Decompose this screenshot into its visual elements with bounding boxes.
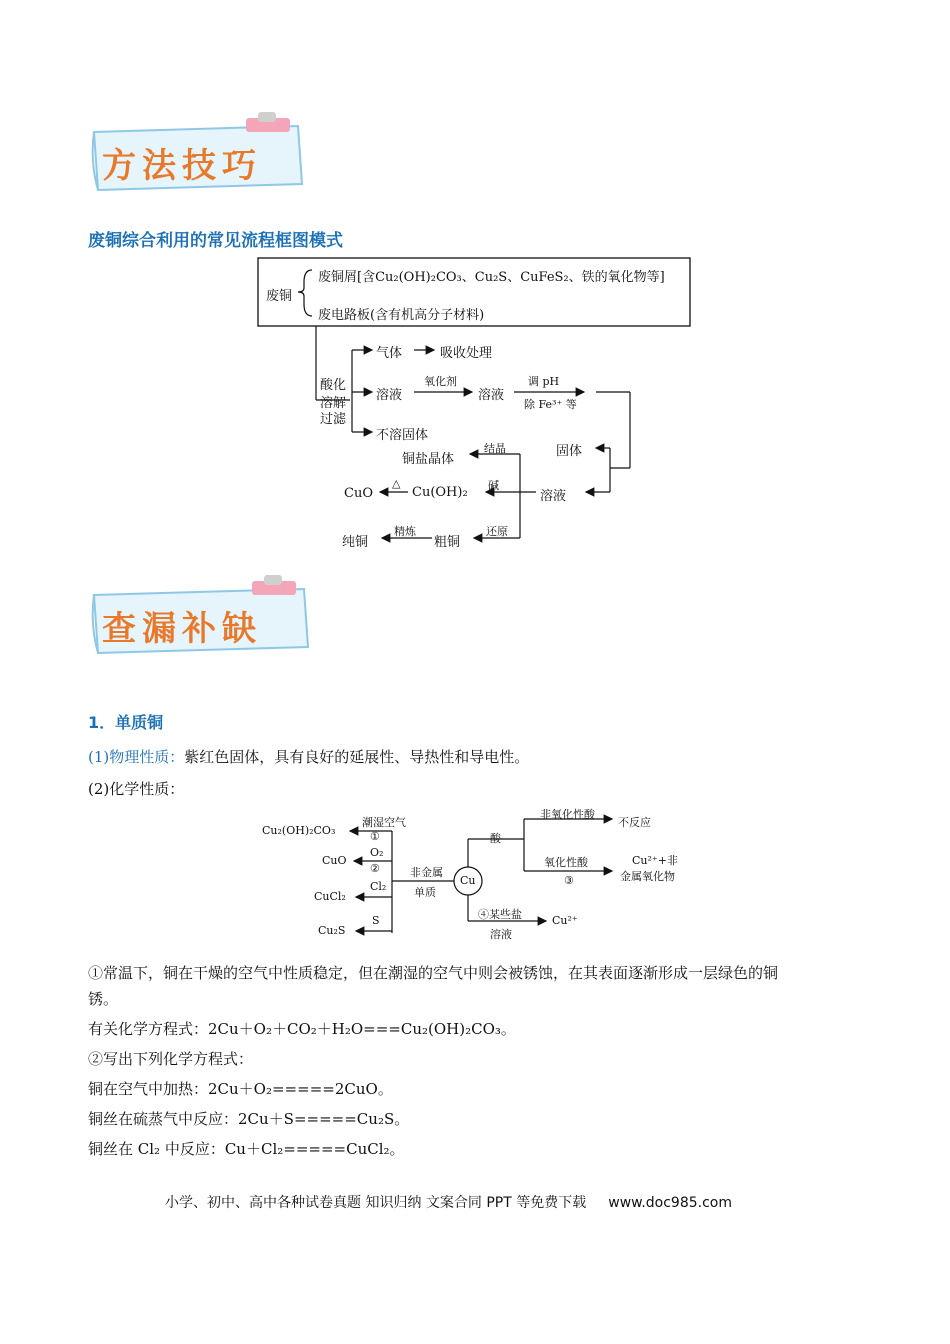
product-metal-oxide: 金属氧化物: [620, 870, 675, 883]
flow-source-line1: 废铜屑[含Cu₂(OH)₂CO₃、Cu₂S、CuFeS₂、铁的氧化物等]: [318, 270, 665, 285]
text-line-1: ①常温下，铜在干燥的空气中性质稳定，但在潮湿的空气中则会被锈蚀，在其表面逐渐形成一层绿色的铜: [88, 964, 779, 982]
footer-url[interactable]: www.doc985.com: [608, 1195, 732, 1211]
text-line-6: 铜丝在 Cl₂ 中反应：Cu＋Cl₂=====CuCl₂。: [88, 1140, 405, 1158]
flow-gas-treatment: 吸收处理: [440, 346, 493, 361]
physical-label: (1)物理性质：: [88, 748, 185, 766]
flow-remove-fe: 除 Fe³⁺ 等: [524, 398, 577, 411]
flow-crystallize: 结晶: [484, 442, 506, 455]
flow-reduce: 还原: [486, 525, 508, 538]
flow-adjust-ph: 调 pH: [528, 375, 560, 388]
waste-copper-flow-diagram: [250, 252, 700, 552]
certain-salts: ④某些盐: [478, 908, 522, 921]
physical-properties: [88, 746, 529, 767]
flow-refine: 精炼: [394, 525, 416, 538]
banner-title: 方法技巧: [102, 146, 262, 186]
product-cucl2: CuCl₂: [314, 890, 346, 903]
flow-step-dissolve: 溶解: [320, 396, 347, 411]
salt-solution: 溶液: [490, 928, 512, 941]
non-oxidizing-acid: 非氧化性酸: [540, 808, 595, 821]
product-cu2plus: Cu²⁺: [552, 914, 578, 927]
text-line-1b: 锈。: [88, 990, 119, 1008]
reagent-moist-air: 潮湿空气: [362, 816, 406, 829]
text-line-2: 有关化学方程式：2Cu＋O₂＋CO₂＋H₂O===Cu₂(OH)₂CO₃。: [88, 1020, 516, 1038]
section-heading: 1．单质铜: [88, 713, 164, 732]
reagent-s: S: [372, 914, 380, 927]
banner-title: 查漏补缺: [102, 609, 262, 649]
product-cu2plus-nonmetal: Cu²⁺+非: [632, 854, 678, 867]
flow-cuo: CuO: [344, 486, 373, 501]
no-reaction: 不反应: [618, 816, 651, 829]
text-line-3: ②写出下列化学方程式：: [88, 1050, 254, 1068]
flow-base: 碱: [488, 479, 499, 492]
flow-oxidant: 氧化剂: [424, 375, 457, 388]
product-cuo: CuO: [322, 854, 347, 867]
flow-gas: 气体: [376, 346, 403, 361]
flow-insoluble-solid: 不溶固体: [376, 428, 429, 443]
flow-solution-3: 溶液: [540, 489, 567, 504]
flow-heat: △: [392, 477, 401, 490]
acid-label: 酸: [490, 832, 501, 845]
flow-crude-copper: 粗铜: [434, 535, 461, 550]
text-line-5: 铜丝在硫蒸气中反应：2Cu＋S=====Cu₂S。: [88, 1110, 410, 1128]
flow-step-filter: 过滤: [320, 412, 347, 427]
nonmetal-label: 非金属: [410, 866, 443, 879]
reaction-number-3: ③: [564, 874, 574, 887]
flow-solution-2: 溶液: [478, 388, 505, 403]
page-footer: [165, 1192, 732, 1212]
physical-text: 紫红色固体，具有良好的延展性、导热性和导电性。: [184, 748, 530, 766]
flow-solid: 固体: [556, 444, 583, 459]
element-label: 单质: [414, 886, 436, 899]
product-cu2s: Cu₂S: [318, 924, 346, 937]
chemical-label: (2)化学性质：: [88, 780, 185, 798]
section-banner-methods: [88, 112, 328, 202]
product-basic-copper-carbonate: Cu₂(OH)₂CO₃: [262, 824, 336, 837]
flow-source-line2: 废电路板(含有机高分子材料): [318, 308, 485, 323]
reagent-cl2: Cl₂: [370, 880, 387, 893]
flow-subtitle: 废铜综合利用的常见流程框图模式: [88, 231, 343, 251]
flow-solution-1: 溶液: [376, 388, 403, 403]
footer-text: 小学、初中、高中各种试卷真题 知识归纳 文案合同 PPT 等免费下载: [165, 1195, 587, 1211]
reaction-number-2: ②: [370, 862, 380, 875]
section-banner-review: [88, 575, 328, 665]
reaction-number-1: ①: [370, 830, 380, 843]
flow-copper-salt-crystal: 铜盐晶体: [402, 452, 455, 467]
flow-step-acidify: 酸化: [320, 378, 347, 393]
flow-pure-copper: 纯铜: [342, 535, 369, 550]
copper-center: Cu: [460, 874, 476, 887]
text-line-4: 铜在空气中加热：2Cu＋O₂=====2CuO。: [88, 1080, 393, 1098]
flow-cu-oh2: Cu(OH)₂: [412, 485, 468, 500]
oxidizing-acid: 氧化性酸: [544, 856, 588, 869]
reagent-o2: O₂: [370, 846, 384, 859]
flow-source-label: 废铜: [266, 289, 293, 304]
